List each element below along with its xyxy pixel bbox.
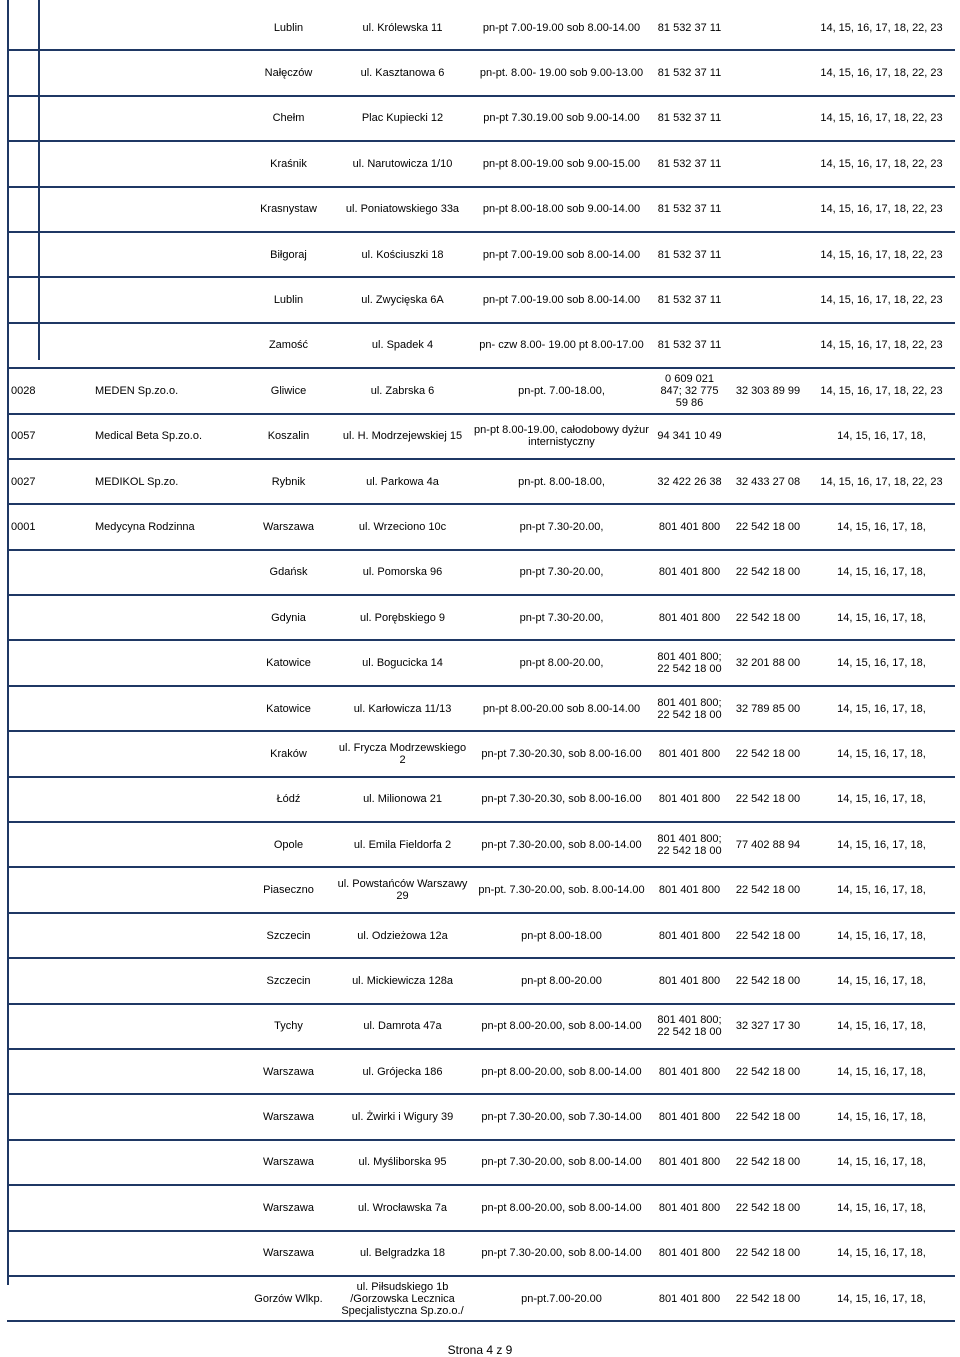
- cell-name: [91, 822, 244, 867]
- cell-name: [91, 731, 244, 776]
- cell-hours: pn-pt. 7.30-20.00, sob. 8.00-14.00: [472, 867, 651, 912]
- cell-code: [7, 731, 91, 776]
- cell-phone2: [728, 6, 808, 50]
- cell-address: ul. Belgradzka 18: [333, 1231, 472, 1276]
- table-row: [7, 6, 955, 50]
- cell-phone2: 32 201 88 00: [728, 640, 808, 685]
- cell-hours: pn-pt. 7.00-18.00,: [472, 368, 651, 413]
- cell-sections: 14, 15, 16, 17, 18, 22, 23: [808, 187, 955, 232]
- cell-address: ul. Zwycięska 6A: [333, 277, 472, 322]
- cell-phone1: 81 532 37 11: [651, 323, 728, 368]
- cell-hours: pn-pt 8.00-20.00, sob 8.00-14.00: [472, 1049, 651, 1094]
- cell-phone2: [728, 187, 808, 232]
- cell-city: Zamość: [244, 323, 333, 368]
- cell-name: [91, 686, 244, 731]
- cell-name: MEDEN Sp.zo.o.: [91, 368, 244, 413]
- cell-phone1: 801 401 800: [651, 731, 728, 776]
- cell-code: [7, 550, 91, 595]
- cell-code: [7, 141, 91, 186]
- cell-hours: pn-pt. 8.00- 19.00 sob 9.00-13.00: [472, 50, 651, 95]
- cell-city: Kraśnik: [244, 141, 333, 186]
- cell-phone1: 94 341 10 49: [651, 414, 728, 459]
- cell-phone1: 801 401 800: [651, 504, 728, 549]
- cell-sections: 14, 15, 16, 17, 18, 22, 23: [808, 96, 955, 141]
- cell-address: ul. Kasztanowa 6: [333, 50, 472, 95]
- cell-name: [91, 1049, 244, 1094]
- cell-hours: pn-pt 7.30-20.00, sob 8.00-14.00: [472, 1231, 651, 1276]
- cell-sections: 14, 15, 16, 17, 18,: [808, 550, 955, 595]
- clinic-table: [7, 6, 955, 1322]
- cell-phone2: 32 433 27 08: [728, 459, 808, 504]
- cell-city: Szczecin: [244, 958, 333, 1003]
- cell-sections: 14, 15, 16, 17, 18,: [808, 1094, 955, 1139]
- cell-hours: pn-pt 7.30-20.00,: [472, 595, 651, 640]
- cell-code: 0028: [7, 368, 91, 413]
- cell-city: Piaseczno: [244, 867, 333, 912]
- cell-code: [7, 640, 91, 685]
- table-row: [7, 368, 955, 413]
- cell-hours: pn-pt 7.30-20.00,: [472, 504, 651, 549]
- cell-phone2: [728, 50, 808, 95]
- cell-name: [91, 1185, 244, 1230]
- table-row: [7, 822, 955, 867]
- cell-name: [91, 595, 244, 640]
- cell-address: ul. Piłsudskiego 1b /Gorzowska Lecznica Specjalistyczna Sp.zo.o./: [333, 1276, 472, 1321]
- cell-phone2: [728, 232, 808, 277]
- table-row: [7, 1185, 955, 1230]
- cell-phone2: 22 542 18 00: [728, 550, 808, 595]
- table-row: [7, 50, 955, 95]
- cell-code: [7, 867, 91, 912]
- cell-hours: pn-pt 7.30-20.30, sob 8.00-16.00: [472, 777, 651, 822]
- cell-sections: 14, 15, 16, 17, 18, 22, 23: [808, 459, 955, 504]
- cell-hours: pn-pt 7.30-20.00, sob 8.00-14.00: [472, 822, 651, 867]
- cell-city: Warszawa: [244, 504, 333, 549]
- cell-city: Kraków: [244, 731, 333, 776]
- cell-sections: 14, 15, 16, 17, 18, 22, 23: [808, 6, 955, 50]
- cell-phone2: [728, 323, 808, 368]
- cell-phone2: 32 327 17 30: [728, 1004, 808, 1049]
- cell-sections: 14, 15, 16, 17, 18, 22, 23: [808, 368, 955, 413]
- table-row: [7, 1276, 955, 1321]
- cell-hours: pn-pt 7.00-19.00 sob 8.00-14.00: [472, 277, 651, 322]
- cell-code: 0057: [7, 414, 91, 459]
- cell-name: [91, 277, 244, 322]
- cell-city: Lublin: [244, 277, 333, 322]
- page-footer: Strona 4 z 9: [447, 1343, 513, 1357]
- cell-city: Warszawa: [244, 1049, 333, 1094]
- cell-sections: 14, 15, 16, 17, 18, 22, 23: [808, 141, 955, 186]
- cell-sections: 14, 15, 16, 17, 18,: [808, 1276, 955, 1321]
- cell-hours: pn-pt 8.00-19.00 sob 9.00-15.00: [472, 141, 651, 186]
- cell-city: Krasnystaw: [244, 187, 333, 232]
- cell-phone1: 81 532 37 11: [651, 6, 728, 50]
- cell-phone1: 81 532 37 11: [651, 141, 728, 186]
- cell-hours: pn-pt 7.30-20.30, sob 8.00-16.00: [472, 731, 651, 776]
- table-row: [7, 1049, 955, 1094]
- cell-name: [91, 141, 244, 186]
- cell-city: Lublin: [244, 6, 333, 50]
- cell-address: ul. H. Modrzejewskiej 15: [333, 414, 472, 459]
- cell-code: [7, 1276, 91, 1321]
- cell-city: Nałęczów: [244, 50, 333, 95]
- cell-address: ul. Mickiewicza 128a: [333, 958, 472, 1003]
- cell-address: ul. Grójecka 186: [333, 1049, 472, 1094]
- cell-sections: 14, 15, 16, 17, 18,: [808, 686, 955, 731]
- cell-name: [91, 1231, 244, 1276]
- cell-code: [7, 1231, 91, 1276]
- cell-address: ul. Narutowicza 1/10: [333, 141, 472, 186]
- cell-phone2: 22 542 18 00: [728, 595, 808, 640]
- cell-name: [91, 1094, 244, 1139]
- table-row: [7, 1231, 955, 1276]
- cell-sections: 14, 15, 16, 17, 18, 22, 23: [808, 50, 955, 95]
- table-row: [7, 595, 955, 640]
- cell-code: [7, 96, 91, 141]
- table-row: [7, 232, 955, 277]
- cell-phone2: 22 542 18 00: [728, 1049, 808, 1094]
- cell-sections: 14, 15, 16, 17, 18,: [808, 1049, 955, 1094]
- cell-address: ul. Porębskiego 9: [333, 595, 472, 640]
- cell-phone1: 81 532 37 11: [651, 187, 728, 232]
- cell-address: ul. Karłowicza 11/13: [333, 686, 472, 731]
- cell-phone2: [728, 277, 808, 322]
- cell-hours: pn-pt 8.00-20.00,: [472, 640, 651, 685]
- cell-code: [7, 6, 91, 50]
- cell-name: [91, 958, 244, 1003]
- table-row: [7, 640, 955, 685]
- cell-address: ul. Powstańców Warszawy 29: [333, 867, 472, 912]
- cell-phone2: 77 402 88 94: [728, 822, 808, 867]
- cell-phone1: 801 401 800: [651, 1094, 728, 1139]
- cell-name: Medycyna Rodzinna: [91, 504, 244, 549]
- cell-phone1: 801 401 800: [651, 1140, 728, 1185]
- cell-code: [7, 1094, 91, 1139]
- cell-name: [91, 640, 244, 685]
- cell-name: [91, 323, 244, 368]
- cell-address: ul. Pomorska 96: [333, 550, 472, 595]
- table-row: [7, 913, 955, 958]
- cell-sections: 14, 15, 16, 17, 18, 22, 23: [808, 323, 955, 368]
- table-row: [7, 867, 955, 912]
- cell-sections: 14, 15, 16, 17, 18,: [808, 867, 955, 912]
- cell-address: ul. Zabrska 6: [333, 368, 472, 413]
- cell-hours: pn-pt 7.30-20.00, sob 7.30-14.00: [472, 1094, 651, 1139]
- cell-code: [7, 232, 91, 277]
- cell-phone2: 22 542 18 00: [728, 1094, 808, 1139]
- cell-hours: pn-pt 7.30.19.00 sob 9.00-14.00: [472, 96, 651, 141]
- cell-phone2: [728, 414, 808, 459]
- cell-code: [7, 777, 91, 822]
- cell-code: [7, 1140, 91, 1185]
- cell-phone2: 22 542 18 00: [728, 1140, 808, 1185]
- cell-phone1: 32 422 26 38: [651, 459, 728, 504]
- cell-phone2: 22 542 18 00: [728, 731, 808, 776]
- cell-address: ul. Emila Fieldorfa 2: [333, 822, 472, 867]
- cell-phone1: 801 401 800: [651, 1231, 728, 1276]
- cell-phone2: 22 542 18 00: [728, 867, 808, 912]
- cell-city: Gdańsk: [244, 550, 333, 595]
- cell-phone1: 801 401 800: [651, 550, 728, 595]
- cell-name: [91, 50, 244, 95]
- cell-phone2: 22 542 18 00: [728, 777, 808, 822]
- cell-code: [7, 595, 91, 640]
- cell-phone1: 801 401 800: [651, 777, 728, 822]
- cell-code: [7, 822, 91, 867]
- table-row: [7, 414, 955, 459]
- cell-address: ul. Frycza Modrzewskiego 2: [333, 731, 472, 776]
- cell-phone1: 801 401 800: [651, 1185, 728, 1230]
- cell-hours: pn- czw 8.00- 19.00 pt 8.00-17.00: [472, 323, 651, 368]
- cell-code: [7, 277, 91, 322]
- cell-city: Chełm: [244, 96, 333, 141]
- cell-code: [7, 686, 91, 731]
- cell-city: Katowice: [244, 686, 333, 731]
- cell-city: Gdynia: [244, 595, 333, 640]
- cell-hours: pn-pt 8.00-20.00, sob 8.00-14.00: [472, 1185, 651, 1230]
- cell-city: Biłgoraj: [244, 232, 333, 277]
- cell-phone1: 81 532 37 11: [651, 96, 728, 141]
- cell-phone2: 32 789 85 00: [728, 686, 808, 731]
- cell-phone2: 32 303 89 99: [728, 368, 808, 413]
- cell-phone1: 81 532 37 11: [651, 50, 728, 95]
- cell-code: 0001: [7, 504, 91, 549]
- cell-code: [7, 187, 91, 232]
- cell-phone2: 22 542 18 00: [728, 1276, 808, 1321]
- cell-hours: pn-pt 8.00-20.00: [472, 958, 651, 1003]
- table-row: [7, 731, 955, 776]
- cell-hours: pn-pt. 8.00-18.00,: [472, 459, 651, 504]
- cell-address: ul. Parkowa 4a: [333, 459, 472, 504]
- cell-hours: pn-pt 8.00-20.00, sob 8.00-14.00: [472, 1004, 651, 1049]
- cell-phone1: 801 401 800; 22 542 18 00: [651, 1004, 728, 1049]
- cell-phone1: 801 401 800: [651, 913, 728, 958]
- cell-address: ul. Poniatowskiego 33a: [333, 187, 472, 232]
- table-row: [7, 1140, 955, 1185]
- cell-city: Szczecin: [244, 913, 333, 958]
- cell-city: Łódź: [244, 777, 333, 822]
- cell-sections: 14, 15, 16, 17, 18,: [808, 1004, 955, 1049]
- table-row: [7, 686, 955, 731]
- cell-sections: 14, 15, 16, 17, 18,: [808, 913, 955, 958]
- cell-phone1: 801 401 800; 22 542 18 00: [651, 822, 728, 867]
- cell-code: [7, 1185, 91, 1230]
- cell-sections: 14, 15, 16, 17, 18, 22, 23: [808, 277, 955, 322]
- cell-phone2: 22 542 18 00: [728, 1185, 808, 1230]
- cell-address: ul. Spadek 4: [333, 323, 472, 368]
- cell-sections: 14, 15, 16, 17, 18,: [808, 1185, 955, 1230]
- cell-address: ul. Odzieżowa 12a: [333, 913, 472, 958]
- cell-name: [91, 232, 244, 277]
- cell-hours: pn-pt 7.30-20.00, sob 8.00-14.00: [472, 1140, 651, 1185]
- cell-name: [91, 1140, 244, 1185]
- cell-name: [91, 550, 244, 595]
- cell-address: ul. Myśliborska 95: [333, 1140, 472, 1185]
- cell-name: [91, 6, 244, 50]
- cell-sections: 14, 15, 16, 17, 18,: [808, 640, 955, 685]
- table-row: [7, 550, 955, 595]
- cell-phone1: 801 401 800: [651, 595, 728, 640]
- cell-address: ul. Wrzeciono 10c: [333, 504, 472, 549]
- cell-name: Medical Beta Sp.zo.o.: [91, 414, 244, 459]
- cell-address: ul. Damrota 47a: [333, 1004, 472, 1049]
- cell-name: MEDIKOL Sp.zo.: [91, 459, 244, 504]
- cell-address: ul. Milionowa 21: [333, 777, 472, 822]
- cell-phone2: 22 542 18 00: [728, 913, 808, 958]
- table-row: [7, 277, 955, 322]
- cell-code: [7, 1049, 91, 1094]
- table-row: [7, 1004, 955, 1049]
- cell-sections: 14, 15, 16, 17, 18,: [808, 504, 955, 549]
- cell-phone1: 801 401 800: [651, 1276, 728, 1321]
- cell-phone2: 22 542 18 00: [728, 1231, 808, 1276]
- cell-sections: 14, 15, 16, 17, 18,: [808, 777, 955, 822]
- cell-hours: pn-pt 7.00-19.00 sob 8.00-14.00: [472, 232, 651, 277]
- cell-sections: 14, 15, 16, 17, 18,: [808, 595, 955, 640]
- cell-sections: 14, 15, 16, 17, 18,: [808, 1231, 955, 1276]
- cell-city: Tychy: [244, 1004, 333, 1049]
- cell-city: Warszawa: [244, 1231, 333, 1276]
- cell-city: Warszawa: [244, 1094, 333, 1139]
- cell-sections: 14, 15, 16, 17, 18,: [808, 1140, 955, 1185]
- cell-phone1: 801 401 800; 22 542 18 00: [651, 686, 728, 731]
- table-row: [7, 323, 955, 368]
- cell-phone2: 22 542 18 00: [728, 958, 808, 1003]
- cell-address: ul. Bogucicka 14: [333, 640, 472, 685]
- cell-city: Gliwice: [244, 368, 333, 413]
- table-row: [7, 96, 955, 141]
- cell-name: [91, 913, 244, 958]
- cell-phone1: 801 401 800: [651, 1049, 728, 1094]
- table-body: [7, 6, 955, 1321]
- cell-hours: pn-pt 7.00-19.00 sob 8.00-14.00: [472, 6, 651, 50]
- cell-city: Koszalin: [244, 414, 333, 459]
- cell-address: ul. Wrocławska 7a: [333, 1185, 472, 1230]
- cell-address: ul. Królewska 11: [333, 6, 472, 50]
- cell-sections: 14, 15, 16, 17, 18, 22, 23: [808, 232, 955, 277]
- cell-city: Rybnik: [244, 459, 333, 504]
- cell-hours: pn-pt 8.00-18.00: [472, 913, 651, 958]
- cell-city: Warszawa: [244, 1140, 333, 1185]
- cell-city: Warszawa: [244, 1185, 333, 1230]
- cell-code: [7, 50, 91, 95]
- cell-sections: 14, 15, 16, 17, 18,: [808, 731, 955, 776]
- table-row: [7, 777, 955, 822]
- cell-phone1: 81 532 37 11: [651, 232, 728, 277]
- cell-code: [7, 958, 91, 1003]
- table-row: [7, 1094, 955, 1139]
- cell-city: Gorzów Wlkp.: [244, 1276, 333, 1321]
- cell-code: [7, 1004, 91, 1049]
- cell-phone2: [728, 96, 808, 141]
- cell-phone1: 801 401 800: [651, 958, 728, 1003]
- cell-hours: pn-pt 8.00-18.00 sob 9.00-14.00: [472, 187, 651, 232]
- cell-name: [91, 777, 244, 822]
- cell-address: ul. Żwirki i Wigury 39: [333, 1094, 472, 1139]
- table-row: [7, 958, 955, 1003]
- cell-name: [91, 1004, 244, 1049]
- table-row: [7, 504, 955, 549]
- table-row: [7, 459, 955, 504]
- cell-hours: pn-pt 7.30-20.00,: [472, 550, 651, 595]
- cell-phone1: 801 401 800: [651, 867, 728, 912]
- cell-phone2: 22 542 18 00: [728, 504, 808, 549]
- cell-name: [91, 96, 244, 141]
- cell-city: Opole: [244, 822, 333, 867]
- cell-name: [91, 187, 244, 232]
- cell-code: 0027: [7, 459, 91, 504]
- cell-sections: 14, 15, 16, 17, 18,: [808, 958, 955, 1003]
- cell-name: [91, 1276, 244, 1321]
- cell-phone1: 0 609 021 847; 32 775 59 86: [651, 368, 728, 413]
- cell-address: ul. Kościuszki 18: [333, 232, 472, 277]
- cell-phone1: 81 532 37 11: [651, 277, 728, 322]
- cell-hours: pn-pt.7.00-20.00: [472, 1276, 651, 1321]
- table-row: [7, 187, 955, 232]
- cell-sections: 14, 15, 16, 17, 18,: [808, 822, 955, 867]
- cell-hours: pn-pt 8.00-19.00, całodobowy dyżur internistyczny: [472, 414, 651, 459]
- cell-hours: pn-pt 8.00-20.00 sob 8.00-14.00: [472, 686, 651, 731]
- cell-code: [7, 913, 91, 958]
- table-row: [7, 141, 955, 186]
- cell-city: Katowice: [244, 640, 333, 685]
- cell-sections: 14, 15, 16, 17, 18,: [808, 414, 955, 459]
- cell-name: [91, 867, 244, 912]
- cell-address: Plac Kupiecki 12: [333, 96, 472, 141]
- cell-phone1: 801 401 800; 22 542 18 00: [651, 640, 728, 685]
- cell-code: [7, 323, 91, 368]
- cell-phone2: [728, 141, 808, 186]
